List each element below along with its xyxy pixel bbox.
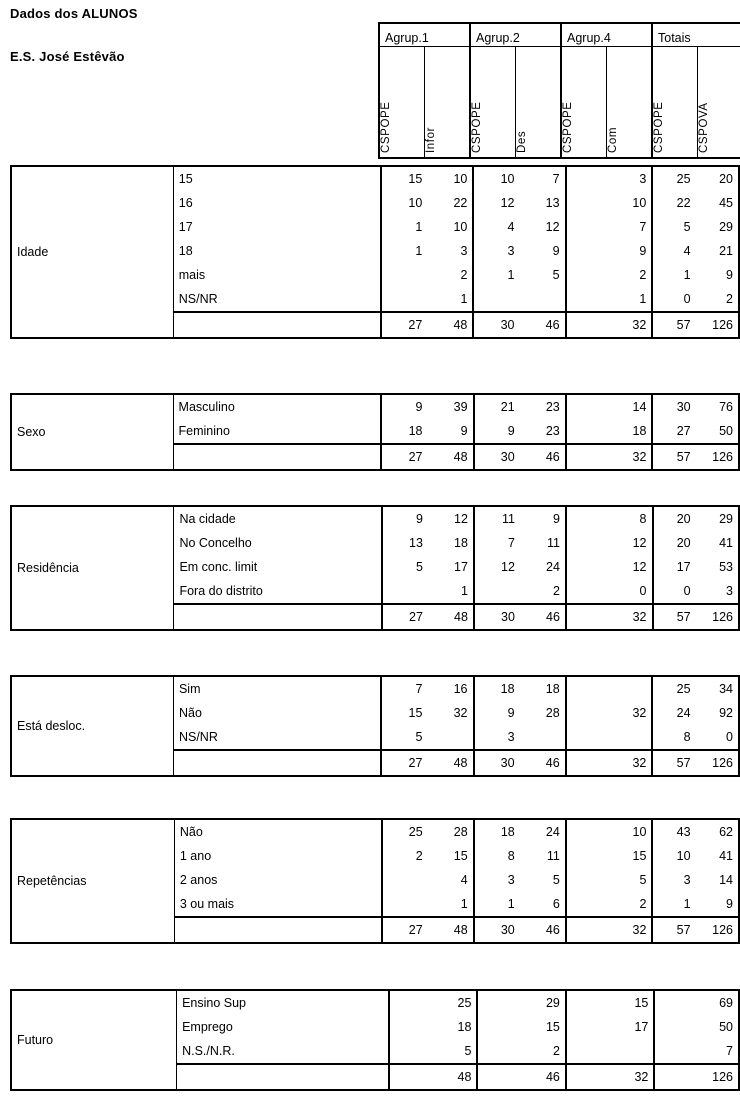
row-label: 15 [173, 166, 381, 191]
row-label: 2 anos [174, 868, 381, 892]
cell-a1c1 [382, 579, 428, 604]
cell-a4: 17 [566, 1015, 654, 1039]
cell-t1: 25 [652, 166, 693, 191]
cell-a1c1: 15 [408, 706, 423, 720]
table-repetencias [10, 818, 740, 944]
group-header-totais: Totais [652, 23, 740, 47]
row-label [173, 312, 381, 338]
cell-a4: 32 [566, 1064, 654, 1090]
cell-a2c1: 7 [474, 531, 520, 555]
row-label: 17 [173, 215, 381, 239]
cell-t2: 92 [719, 706, 733, 720]
cell-t2: 126 [694, 750, 739, 776]
row-label: 1 ano [174, 844, 381, 868]
cell-total: 50 [654, 1015, 739, 1039]
cell-a1c1 [381, 263, 427, 287]
cell-a1c2: 4 [460, 873, 468, 887]
cell-a1c2: 17 [454, 560, 468, 574]
cell-a1c2: 48 [428, 604, 474, 630]
cell-a4: 9 [566, 239, 653, 263]
cell-a2c1: 18 [474, 676, 520, 701]
cell-a4: 15 [566, 990, 654, 1015]
cell-t2: 50 [719, 424, 733, 438]
category-label-repetencias: Repetências [11, 819, 174, 943]
column-label-row [379, 47, 740, 159]
cell-a1c2: 1 [460, 584, 468, 598]
row-label: Emprego [177, 1015, 389, 1039]
table-row [11, 819, 739, 844]
cell-a1c1: 1 [415, 244, 423, 258]
cell-a1c1: 27 [381, 312, 427, 338]
cell-a1c1: 5 [415, 730, 423, 744]
cell-t2: 34 [719, 682, 733, 696]
cell-a2c2: 46 [520, 604, 566, 630]
row-label: No Concelho [174, 531, 382, 555]
cell-t2: 53 [719, 560, 733, 574]
col-header-agrup2-des: Des [516, 47, 562, 159]
cell-t1: 0 [652, 287, 693, 312]
cell-a4: 15 [566, 844, 653, 868]
cell-t1: 57 [652, 312, 693, 338]
cell-a4: 32 [566, 444, 653, 470]
cell-a2c2: 23 [545, 424, 560, 438]
cell-a2c2: 11 [546, 536, 560, 550]
cell-a4: 12 [566, 531, 653, 555]
cell-a1c1: 5 [415, 560, 423, 574]
cell-a4 [566, 1039, 654, 1064]
cell-t1: 24 [652, 701, 693, 725]
cell-t2: 3 [726, 584, 733, 598]
cell-t2: 126 [694, 444, 739, 470]
cell-a1c2: 10 [453, 172, 468, 186]
cell-a2c2: 6 [552, 897, 560, 911]
cell-t1: 57 [653, 604, 694, 630]
cell-a4: 32 [566, 701, 653, 725]
cell-a1c2: 22 [453, 196, 468, 210]
cell-a2c1 [474, 579, 520, 604]
cell-a2c2: 24 [546, 560, 560, 574]
cell-a4: 32 [566, 750, 653, 776]
row-label: NS/NR [173, 725, 381, 750]
row-label: mais [173, 263, 381, 287]
cell-a2c1: 1 [474, 892, 520, 917]
cell-a2c2: 9 [553, 512, 560, 526]
cell-a1c2: 16 [453, 682, 468, 696]
cell-a1c2: 18 [454, 536, 468, 550]
col-header-totais-cspope: CSPOPE [652, 47, 698, 159]
cell-t2: 45 [719, 196, 733, 210]
cell-t1: 57 [652, 444, 693, 470]
cell-a4: 3 [566, 166, 653, 191]
group-header-agrup2: Agrup.2 [470, 23, 561, 47]
cell-t1: 57 [652, 750, 693, 776]
cell-a1c2: 32 [453, 706, 468, 720]
cell-a2c1: 10 [473, 166, 519, 191]
row-label [177, 1064, 389, 1090]
cell-t1: 57 [652, 917, 693, 943]
cell-t2: 76 [719, 400, 733, 414]
cell-a1: 25 [457, 996, 472, 1010]
cell-a1c2: 15 [453, 849, 468, 863]
cell-t1: 1 [652, 263, 693, 287]
cell-a2c2: 9 [552, 244, 560, 258]
cell-t2: 126 [694, 917, 739, 943]
cell-a1c2 [427, 725, 473, 750]
cell-t2: 14 [719, 873, 733, 887]
cell-a2c1: 9 [474, 419, 520, 444]
table-row [11, 506, 739, 531]
cell-t2: 2 [726, 292, 733, 306]
col-header-totais-cspova: CSPOVA [698, 47, 740, 159]
cell-a2c1: 30 [474, 917, 520, 943]
cell-a1c1: 2 [415, 849, 423, 863]
cell-a1c1: 18 [408, 424, 423, 438]
cell-a2c2: 12 [545, 220, 560, 234]
row-label [174, 604, 382, 630]
col-header-agrup4-cspope: CSPOPE [561, 47, 607, 159]
cell-a1c1: 15 [408, 172, 423, 186]
cell-total: 69 [654, 990, 739, 1015]
row-label [173, 444, 381, 470]
table-esta-desloc [10, 675, 740, 777]
cell-a1: 18 [457, 1020, 472, 1034]
cell-t1: 43 [652, 819, 693, 844]
cell-a4 [566, 676, 653, 701]
cell-t1: 4 [652, 239, 693, 263]
cell-t1: 8 [652, 725, 693, 750]
category-label-idade: Idade [11, 166, 173, 338]
cell-a4: 14 [566, 394, 653, 419]
row-label [173, 750, 381, 776]
cell-t1: 20 [653, 531, 694, 555]
school-name: E.S. José Estêvão [10, 49, 125, 64]
cell-a4: 18 [566, 419, 653, 444]
cell-a1c1 [382, 892, 428, 917]
cell-a2c1: 11 [474, 506, 520, 531]
cell-a1c2: 12 [454, 512, 468, 526]
cell-a1c1: 27 [381, 444, 427, 470]
cell-a4: 2 [566, 892, 653, 917]
cell-a2c1: 4 [473, 215, 519, 239]
category-label-futuro: Futuro [11, 990, 177, 1090]
cell-t2: 20 [719, 172, 733, 186]
cell-a2c2: 46 [519, 312, 565, 338]
cell-a2c2 [519, 287, 565, 312]
cell-t2: 62 [719, 825, 733, 839]
cell-t1: 25 [652, 676, 693, 701]
group-header-agrup4: Agrup.4 [561, 23, 652, 47]
cell-a1c2: 39 [453, 400, 468, 414]
cell-a2c2: 5 [552, 873, 560, 887]
cell-a2: 29 [477, 990, 565, 1015]
cell-a2c1: 30 [474, 444, 520, 470]
cell-a1: 48 [389, 1064, 477, 1090]
cell-a1c2: 28 [453, 825, 468, 839]
cell-a2c1: 21 [474, 394, 520, 419]
cell-a4: 32 [566, 312, 653, 338]
cell-a4: 32 [566, 604, 653, 630]
row-label: Sim [173, 676, 381, 701]
cell-a2c2: 46 [520, 750, 566, 776]
cell-a2c2: 24 [545, 825, 560, 839]
table-residencia [10, 505, 740, 631]
cell-a2: 15 [477, 1015, 565, 1039]
group-header-agrup1: Agrup.1 [379, 23, 470, 47]
cell-a2c2: 46 [520, 917, 566, 943]
row-label: Feminino [173, 419, 381, 444]
cell-a2c2: 13 [545, 196, 560, 210]
cell-a4: 2 [566, 263, 653, 287]
row-label: 3 ou mais [174, 892, 381, 917]
cell-a1c2: 48 [427, 750, 473, 776]
title-block [10, 6, 370, 64]
cell-a1c1: 25 [408, 825, 423, 839]
row-label: 16 [173, 191, 381, 215]
cell-a2c2: 2 [553, 584, 560, 598]
cell-a1: 5 [464, 1044, 472, 1058]
col-header-agrup4-com: Com [607, 47, 653, 159]
row-label: Masculino [173, 394, 381, 419]
col-header-agrup1-infor: Infor [425, 47, 471, 159]
cell-a2c1 [473, 287, 519, 312]
cell-t2: 41 [719, 536, 733, 550]
row-label: 18 [173, 239, 381, 263]
cell-a2c1: 18 [474, 819, 520, 844]
cell-a4: 32 [566, 917, 653, 943]
cell-a4: 10 [566, 191, 653, 215]
cell-a2c1: 30 [474, 604, 520, 630]
col-header-agrup1-cspope: CSPOPE [379, 47, 425, 159]
cell-a4: 1 [566, 287, 653, 312]
cell-t1: 0 [653, 579, 694, 604]
cell-t2: 29 [719, 220, 733, 234]
cell-a2c2: 28 [545, 706, 560, 720]
category-label-residencia: Residência [11, 506, 174, 630]
cell-a2c1: 1 [473, 263, 519, 287]
cell-t1: 27 [652, 419, 693, 444]
row-label: Não [174, 819, 381, 844]
cell-a2c1: 12 [473, 191, 519, 215]
table-row [11, 676, 739, 701]
cell-a2c2: 18 [545, 682, 560, 696]
cell-a2c2 [520, 725, 566, 750]
row-label: Em conc. limit [174, 555, 382, 579]
cell-a1c1 [381, 287, 427, 312]
cell-a2c2: 23 [545, 400, 560, 414]
row-label [174, 917, 381, 943]
cell-a1c1: 9 [415, 512, 423, 526]
cell-a2c2: 46 [520, 444, 566, 470]
cell-t1: 22 [652, 191, 693, 215]
cell-t1: 5 [652, 215, 693, 239]
row-label: Ensino Sup [177, 990, 389, 1015]
cell-t2: 21 [719, 244, 733, 258]
cell-t1: 17 [653, 555, 694, 579]
cell-a2c1: 30 [473, 312, 519, 338]
cell-t1: 3 [652, 868, 693, 892]
cell-a4: 10 [566, 819, 653, 844]
cell-a2c1: 3 [474, 868, 520, 892]
column-header-table [378, 22, 740, 159]
cell-a1c1: 9 [415, 400, 423, 414]
table-row [11, 394, 739, 419]
cell-a1c1: 7 [415, 682, 423, 696]
cell-a2c2: 5 [552, 268, 560, 282]
cell-a2: 46 [477, 1064, 565, 1090]
cell-a4: 12 [566, 555, 653, 579]
row-label: Não [173, 701, 381, 725]
cell-a1c1: 13 [409, 536, 423, 550]
cell-a4: 0 [566, 579, 653, 604]
cell-t2: 41 [719, 849, 733, 863]
cell-t2: 126 [694, 604, 739, 630]
row-label: NS/NR [173, 287, 381, 312]
cell-a1c1: 10 [408, 196, 423, 210]
cell-a2c1: 9 [474, 701, 520, 725]
row-label: Na cidade [174, 506, 382, 531]
cell-t2: 29 [719, 512, 733, 526]
cell-a2c2: 11 [546, 849, 560, 863]
category-label-sexo: Sexo [11, 394, 173, 470]
cell-a1c2: 10 [453, 220, 468, 234]
cell-a2c2: 7 [552, 172, 560, 186]
cell-a2c1: 3 [474, 725, 520, 750]
cell-t1: 20 [653, 506, 694, 531]
cell-a1c2: 48 [428, 917, 474, 943]
cell-a1c2: 3 [460, 244, 468, 258]
group-label-row [379, 23, 740, 47]
cell-a1c1: 27 [382, 604, 428, 630]
cell-a1c1: 27 [381, 750, 427, 776]
cell-a1c2: 48 [427, 312, 473, 338]
cell-a4: 5 [566, 868, 653, 892]
cell-total: 7 [654, 1039, 739, 1064]
page-title: Dados dos ALUNOS [10, 6, 138, 21]
table-row [11, 166, 739, 191]
table-idade [10, 165, 740, 339]
cell-t1: 1 [652, 892, 693, 917]
cell-a1c2: 9 [460, 424, 468, 438]
table-row [11, 990, 739, 1015]
cell-a1c2: 1 [460, 897, 468, 911]
cell-a2c1: 8 [474, 844, 520, 868]
cell-a1c1: 27 [382, 917, 428, 943]
cell-total: 126 [654, 1064, 739, 1090]
cell-a1c2: 1 [460, 292, 468, 306]
row-label: N.S./N.R. [177, 1039, 389, 1064]
cell-t2: 9 [726, 268, 733, 282]
col-header-agrup2-cspope: CSPOPE [470, 47, 516, 159]
cell-a4: 7 [566, 215, 653, 239]
cell-a4 [566, 725, 653, 750]
cell-t2: 0 [726, 730, 733, 744]
cell-a2c1: 30 [474, 750, 520, 776]
cell-a1c2: 2 [460, 268, 468, 282]
cell-a4: 8 [566, 506, 653, 531]
cell-t1: 10 [652, 844, 693, 868]
cell-a2c1: 3 [473, 239, 519, 263]
cell-t2: 9 [726, 897, 733, 911]
cell-a2c1: 12 [474, 555, 520, 579]
cell-t1: 30 [652, 394, 693, 419]
cell-a1c1: 1 [415, 220, 423, 234]
row-label: Fora do distrito [174, 579, 382, 604]
cell-a1c2: 48 [428, 444, 474, 470]
cell-a2: 2 [477, 1039, 565, 1064]
table-futuro [10, 989, 740, 1091]
cell-a1c1 [382, 868, 428, 892]
table-sexo [10, 393, 740, 471]
cell-t2: 126 [694, 312, 739, 338]
category-label-esta-desloc: Está desloc. [11, 676, 173, 776]
